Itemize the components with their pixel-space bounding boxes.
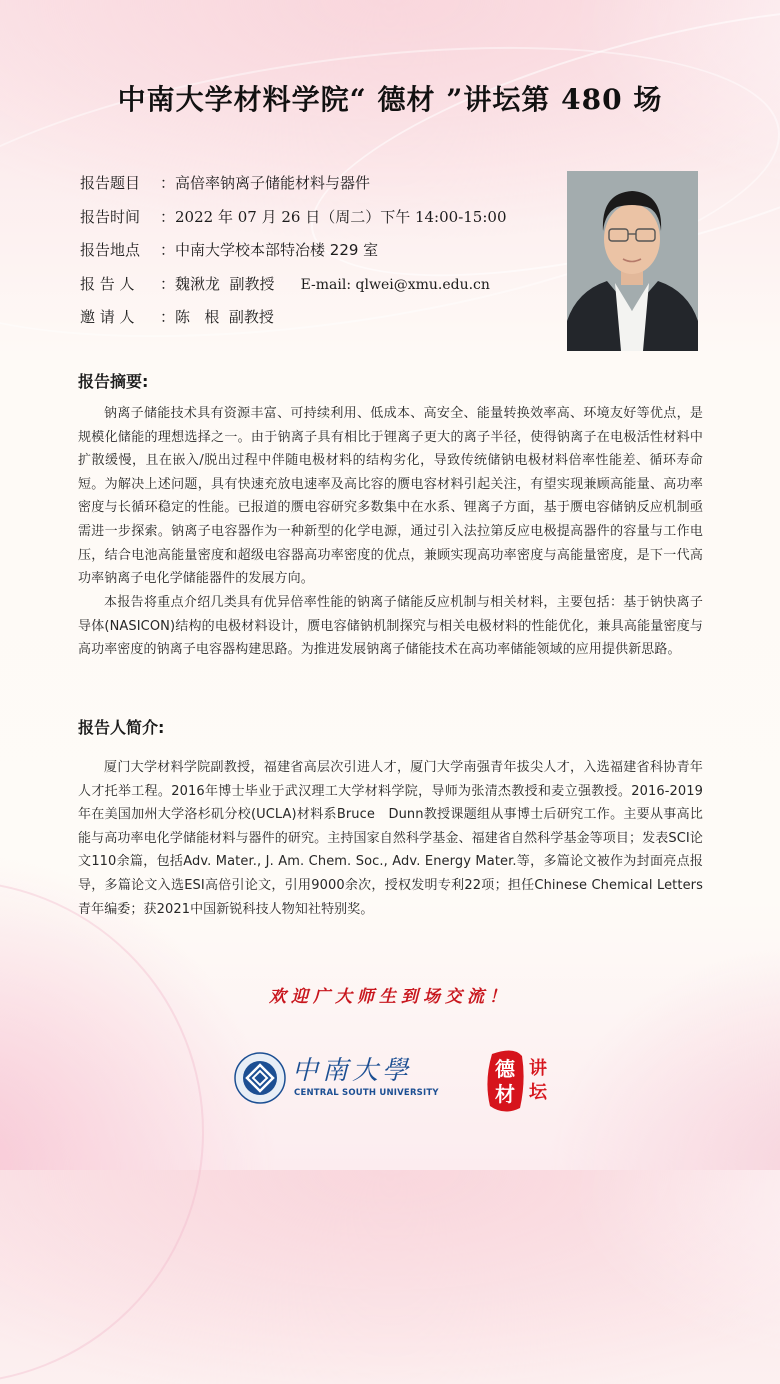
info-row-location bbox=[80, 239, 560, 273]
info-label: 邀 请 人 bbox=[80, 308, 135, 326]
bio-heading: 报告人简介: bbox=[78, 718, 165, 737]
info-value-location: 中南大学校本部特冶楼 229 室 bbox=[175, 241, 379, 259]
csu-english-name: CENTRAL SOUTH UNIVERSITY bbox=[294, 1088, 439, 1098]
speaker-photo bbox=[567, 171, 698, 351]
csu-logo bbox=[234, 1050, 439, 1108]
info-value-topic: 高倍率钠离子储能材料与器件 bbox=[175, 174, 371, 192]
csu-seal-icon bbox=[234, 1052, 286, 1104]
svg-text:讲: 讲 bbox=[529, 1058, 547, 1079]
svg-text:材: 材 bbox=[495, 1082, 515, 1106]
poster-title: 中南大学材料学院“ 德材 ”讲坛第 480 场 bbox=[117, 83, 663, 116]
decai-forum-logo bbox=[484, 1046, 554, 1116]
info-label: 报告时间 bbox=[80, 207, 141, 226]
info-sep: ： bbox=[160, 207, 176, 226]
info-sep: ： bbox=[160, 274, 176, 293]
csu-chinese-name: 中南大學 bbox=[292, 1056, 413, 1086]
bio-paragraph: 厦门大学材料学院副教授，福建省高层次引进人才，厦门大学南强青年拔尖人才，入选福建省科协青年人才托举工程。2016年博士毕业于武汉理工大学材料学院，导师为张清杰教授和麦立强教授。2016-2019年在美国加州大学洛杉矶分校(UCLA)材料系Bruce Dunn教授课题组从事博士后研究工作。主要从事高比能与高功率电化学储能材料与器件的研究。主持国家自然科学基金、福建省自然科学基金等项目；发表SCI论文110余篇，包括Adv. Mater., J. Am. Chem. Soc., Adv. Energy Mater.等，多篇论文被作为封面亮点报导，多篇论文入选ESI高倍引论文，引用9000余次，授权发明专利22项；担任Chinese Chemical Letters青年编委；获2021中国新锐科技人物知社特别奖。 bbox=[78, 760, 703, 917]
info-row-topic bbox=[80, 172, 560, 206]
info-row-inviter bbox=[80, 306, 560, 340]
info-label: 报告地点 bbox=[80, 241, 141, 259]
info-value-time: 2022 年 07 月 26 日（周二）下午 14:00-15:00 bbox=[175, 207, 507, 226]
speaker-email[interactable]: E-mail: qlwei@xmu.edu.cn bbox=[300, 276, 490, 293]
svg-text:德: 德 bbox=[495, 1057, 515, 1081]
info-value-inviter: 陈 根 副教授 bbox=[175, 308, 274, 326]
info-sep: ： bbox=[160, 174, 176, 192]
speaker-portrait-image bbox=[567, 171, 698, 351]
background-swoosh bbox=[0, 880, 204, 1384]
decai-seal-icon bbox=[484, 1046, 554, 1116]
info-value-speaker: 魏湫龙 副教授 bbox=[175, 274, 275, 293]
info-sep: ： bbox=[160, 241, 176, 259]
info-row-time bbox=[80, 206, 560, 240]
abstract-heading: 报告摘要: bbox=[78, 372, 149, 391]
svg-text:坛: 坛 bbox=[529, 1082, 547, 1103]
abstract-paragraph-2: 本报告将重点介绍几类具有优异倍率性能的钠离子储能反应机制与相关材料，主要包括：基于钠快离子导体(NASICON)结构的电极材料设计，赝电容储钠机制探究与相关电极材料的性能优化，兼具高能量密度与高功率密度的钠离子电容器构建思路。为推进发展钠离子储能技术在高功率储能领域的应用提供新思路。 bbox=[78, 595, 703, 658]
talk-info bbox=[80, 172, 560, 340]
info-sep: ： bbox=[160, 308, 176, 326]
info-label: 报 告 人 bbox=[80, 274, 135, 293]
info-label: 报告题目 bbox=[80, 174, 141, 192]
info-row-speaker bbox=[80, 273, 560, 307]
abstract-paragraph-1: 钠离子储能技术具有资源丰富、可持续利用、低成本、高安全、能量转换效率高、环境友好等优点，是规模化储能的理想选择之一。由于钠离子具有相比于锂离子更大的离子半径，使得钠离子在电极活性材料中扩散缓慢，且在嵌入/脱出过程中伴随电极材料的结构劣化，导致传统储钠电极材料倍率性能差、循环寿命短。为解决上述问题，具有快速充放电速率及高比容的赝电容材料引起关注，有望实现兼顾高能量、高功率密度与长循环稳定的性能。已报道的赝电容研究多数集中在水系、锂离子方面，基于赝电容储钠反应机制亟需进一步探索。钠离子电容器作为一种新型的化学电源，通过引入法拉第反应电极提高器件的容量与工作电压，结合电池高能量密度和超级电容器高功率密度的优点，兼顾实现高功率密度与高能量密度，是下一代高功率钠离子电化学储能器件的发展方向。 bbox=[78, 406, 703, 587]
welcome-message: 欢迎广大师生到场交流！ bbox=[269, 987, 511, 1007]
